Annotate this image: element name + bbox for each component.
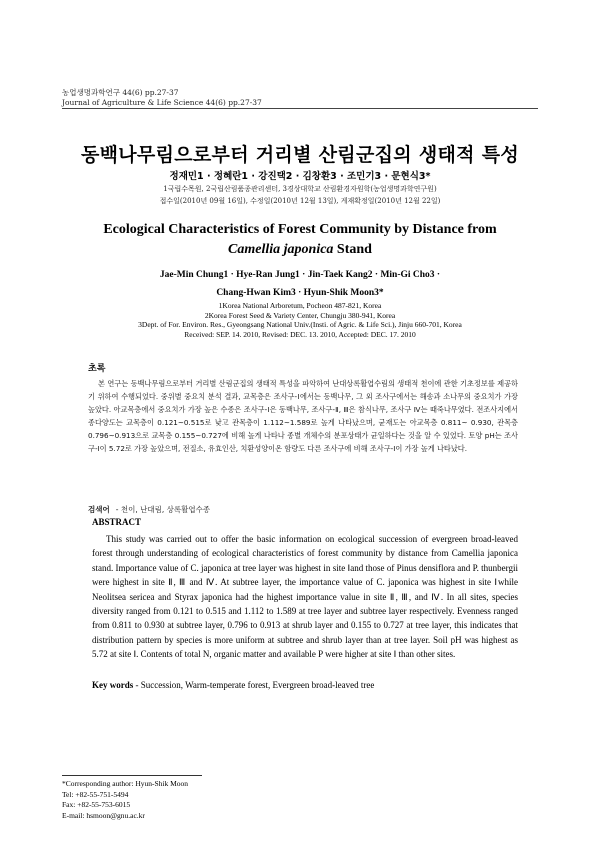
english-title — [60, 220, 540, 260]
korean-dates: 접수일(2010년 09월 16일), 수정일(2010년 12월 13일), 게재확정일(2010년 12월 22일) — [159, 197, 441, 205]
corresponding-author: *Corresponding author: Hyun-Shik Moon — [62, 779, 189, 788]
footnote — [62, 779, 188, 821]
english-title-line1: Ecological Characteristics of Forest Community by Distance from — [103, 222, 497, 237]
english-authors-line1: Jae-Min Chung1 · Hye-Ran Jung1 · Jin-Taek Kang2 · Min-Gi Cho3 · — [159, 270, 441, 280]
header-rule — [62, 108, 538, 109]
english-authors — [0, 266, 600, 302]
korean-keywords — [88, 504, 210, 515]
english-keywords-text: - Succession, Warm-temperate forest, Evergreen broad-leaved tree — [133, 680, 375, 690]
email: E-mail: hsmoon@gnu.ac.kr — [62, 810, 145, 820]
english-authors-line2: Chang-Hwan Kim3 · Hyun-Shik Moon3* — [216, 288, 384, 298]
korean-abstract-heading: 초록 — [88, 364, 106, 374]
english-keywords — [92, 680, 374, 690]
korean-title: 동백나무림으로부터 거리별 산림군집의 생태적 특성 — [80, 144, 520, 166]
korean-authors: 정재민1 · 정혜란1 · 강진택2 · 김창환3 · 조민기3 · 문현식3* — [169, 171, 431, 182]
korean-affiliations: 1국립수목원, 2국립산림품종관리센터, 3경상대학교 산림환경자원학(농업생명과학연구원) — [163, 185, 437, 193]
english-affiliations — [0, 301, 600, 339]
english-title-line2 — [60, 240, 540, 260]
korean-abstract — [88, 377, 518, 456]
footnote-rule — [62, 775, 202, 776]
english-title-suffix: Stand — [333, 242, 372, 257]
english-title-species: Camellia japonica — [228, 242, 334, 257]
running-head — [62, 88, 262, 108]
running-head-korean: 농업생명과학연구 44(6) pp.27-37 — [62, 88, 179, 97]
korean-keywords-label: 검색어 — [88, 505, 110, 514]
english-keywords-label: Key words — [92, 680, 134, 690]
telephone: Tel: +82-55-751-5494 — [62, 789, 129, 799]
english-abstract — [92, 532, 518, 662]
korean-abstract-text: 본 연구는 동백나무림으로부터 거리별 산림군집의 생태적 특성을 파악하여 난대상록활엽수림의 생태적 천이에 관한 기초정보를 제공하기 위하여 수행되었다. 중위별 중요치 분석 결과, 교목층은 조사구-Ⅰ에서는 동백나무, 그 외 조사구에서는 해송과 소나무의 중요치가 가장 높았다. 아교목층에서 중요치가 가장 높은 수종은 조사구-Ⅰ은 동백나무, 조사구-Ⅱ, Ⅲ은 참식나무, 조사구 Ⅳ는 때죽나무였다. 전조사지에서 종다양도는 교목층이 0.121~0.515로 낮고 관목층이 1.112~1.589로 높게 나타났으며, 균재도는 아교목층 0.811~ 0.930, 관목층 0.796~0.913으로 교목층 0.155~0.727에 비해 높게 나타나 종별 개체수의 분포상태가 균일하다는 것을 알 수 있었다. 토양 pH는 조사구-Ⅰ이 5.72로 가장 높았으며, 전질소, 유효인산, 치환성양이온 함량도 다른 조사구에 비해 조사구-Ⅰ이 가장 높게 나타났다. — [88, 379, 518, 454]
affiliation-2: 2Korea Forest Seed & Variety Center, Chungju 380-941, Korea — [204, 310, 396, 320]
korean-keywords-text: - 천이, 난대림, 상록활엽수종 — [115, 505, 211, 514]
fax: Fax: +82-55-753-6015 — [62, 800, 131, 809]
received-dates: Received: SEP. 14. 2010, Revised: DEC. 13. 2010, Accepted: DEC. 17. 2010 — [184, 329, 416, 339]
english-abstract-heading: ABSTRACT — [92, 517, 142, 527]
affiliation-1: 1Korea National Arboretum, Pocheon 487-821, Korea — [218, 301, 382, 310]
running-head-english: Journal of Agriculture & Life Science 44(6) pp.27-37 — [62, 98, 262, 107]
affiliation-3: 3Dept. of For. Environ. Res., Gyeongsang National Univ.(Insti. of Agric. & Life Sci.), Jinju 660-701, Korea — [138, 320, 462, 330]
english-abstract-text: This study was carried out to offer the basic information on ecological succession of evergreen broad-leaved forest through understanding of ecological characteristics of forest community by distance from Camellia japonica stand. Importance value of C. japonica at tree layer was highest in site Ⅰand those of Pinus densiflora and P. thunbergii were highest in site Ⅱ, Ⅲ and Ⅳ. At subtree layer, the importance value of C. japonica was highest in site Ⅰwhile Neolitsea sericea and Styrax japonica had the highest importance value in site Ⅱ, Ⅲ, and Ⅳ. In all sites, species diversity ranged from 0.121 to 0.515 and 1.112 to 1.589 at tree layer and subtree layer respectively. Evenness ranged from 0.811 to 0.930 at subtree layer, 0.796 to 0.913 at shrub layer and 0.155 to 0.727 at tree layer, this indicates that distribution pattern by species is more uniform at subtree and shrub layer than at tree layer. Soil pH was highest as 5.72 at site Ⅰ. Contents of total N, organic matter and available P were higher at site Ⅰ than other sites. — [92, 534, 518, 660]
